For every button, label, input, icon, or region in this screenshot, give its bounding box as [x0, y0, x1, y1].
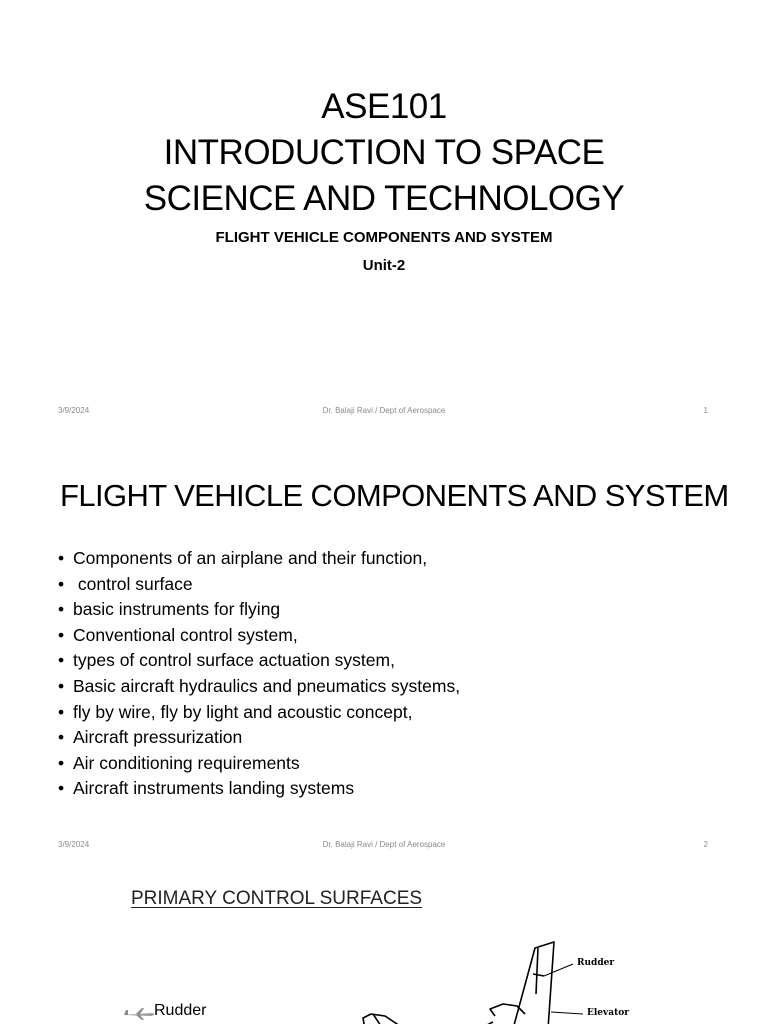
list-item-text: control surface	[73, 573, 193, 594]
slide-2	[0, 432, 768, 862]
slide-2-title: FLIGHT VEHICLE COMPONENTS AND SYSTEM	[60, 478, 729, 513]
title-line: INTRODUCTION TO SPACE	[163, 133, 605, 172]
list-item-text: types of control surface actuation system,	[73, 650, 395, 671]
footer-page-number: 1	[703, 406, 708, 415]
list-item	[58, 546, 460, 572]
title-line: ASE101	[321, 87, 447, 126]
bullet-list	[58, 546, 460, 802]
list-item-text: Conventional control system,	[73, 624, 298, 645]
rudder-label: Rudder	[154, 1002, 207, 1019]
list-item	[58, 623, 460, 649]
bullet-icon: •	[58, 650, 65, 671]
list-item	[58, 674, 460, 700]
bullet-icon: •	[58, 599, 65, 620]
list-item-text: Air conditioning requirements	[73, 752, 300, 773]
airplane-diagram	[355, 934, 615, 1024]
bullet-icon: •	[58, 727, 65, 748]
bullet-icon: •	[58, 778, 65, 799]
footer-date: 3/9/2024	[58, 406, 90, 415]
slide-1-subtitle: FLIGHT VEHICLE COMPONENTS AND SYSTEM	[215, 229, 553, 246]
diagram-label-elevator: Elevator	[587, 1008, 629, 1018]
slide-1	[0, 0, 768, 432]
airplane-icon	[122, 1007, 156, 1021]
list-item	[58, 572, 460, 598]
list-item-text: fly by wire, fly by light and acoustic concept,	[73, 701, 413, 722]
list-item	[58, 751, 460, 777]
bullet-icon: •	[58, 624, 65, 645]
bullet-icon: •	[58, 701, 65, 722]
list-item-text: Aircraft pressurization	[73, 727, 243, 748]
slide-3-title: PRIMARY CONTROL SURFACES	[131, 888, 423, 909]
list-item-text: Aircraft instruments landing systems	[73, 778, 355, 799]
footer-page-number: 2	[703, 840, 708, 849]
list-item	[58, 700, 460, 726]
list-item-text: Basic aircraft hydraulics and pneumatics systems,	[73, 675, 461, 696]
list-item	[58, 725, 460, 751]
bullet-icon: •	[58, 548, 65, 568]
footer-date: 3/9/2024	[58, 840, 90, 849]
bullet-icon: •	[58, 573, 65, 594]
bullet-icon: •	[58, 675, 65, 696]
list-item-text: Components of an airplane and their function,	[73, 548, 428, 568]
slide-1-title	[0, 84, 768, 222]
slide-3	[0, 862, 768, 1024]
diagram-label-rudder: Rudder	[577, 958, 615, 968]
list-item	[58, 597, 460, 623]
footer-author: Dr. Balaji Ravi / Dept of Aerospace	[322, 406, 446, 415]
footer-author: Dr. Balaji Ravi / Dept of Aerospace	[322, 840, 446, 849]
list-item-text: basic instruments for flying	[73, 599, 281, 620]
slide-1-unit: Unit-2	[362, 257, 406, 274]
list-item	[58, 776, 460, 802]
title-line: SCIENCE AND TECHNOLOGY	[143, 179, 625, 218]
list-item	[58, 648, 460, 674]
bullet-icon: •	[58, 752, 65, 773]
